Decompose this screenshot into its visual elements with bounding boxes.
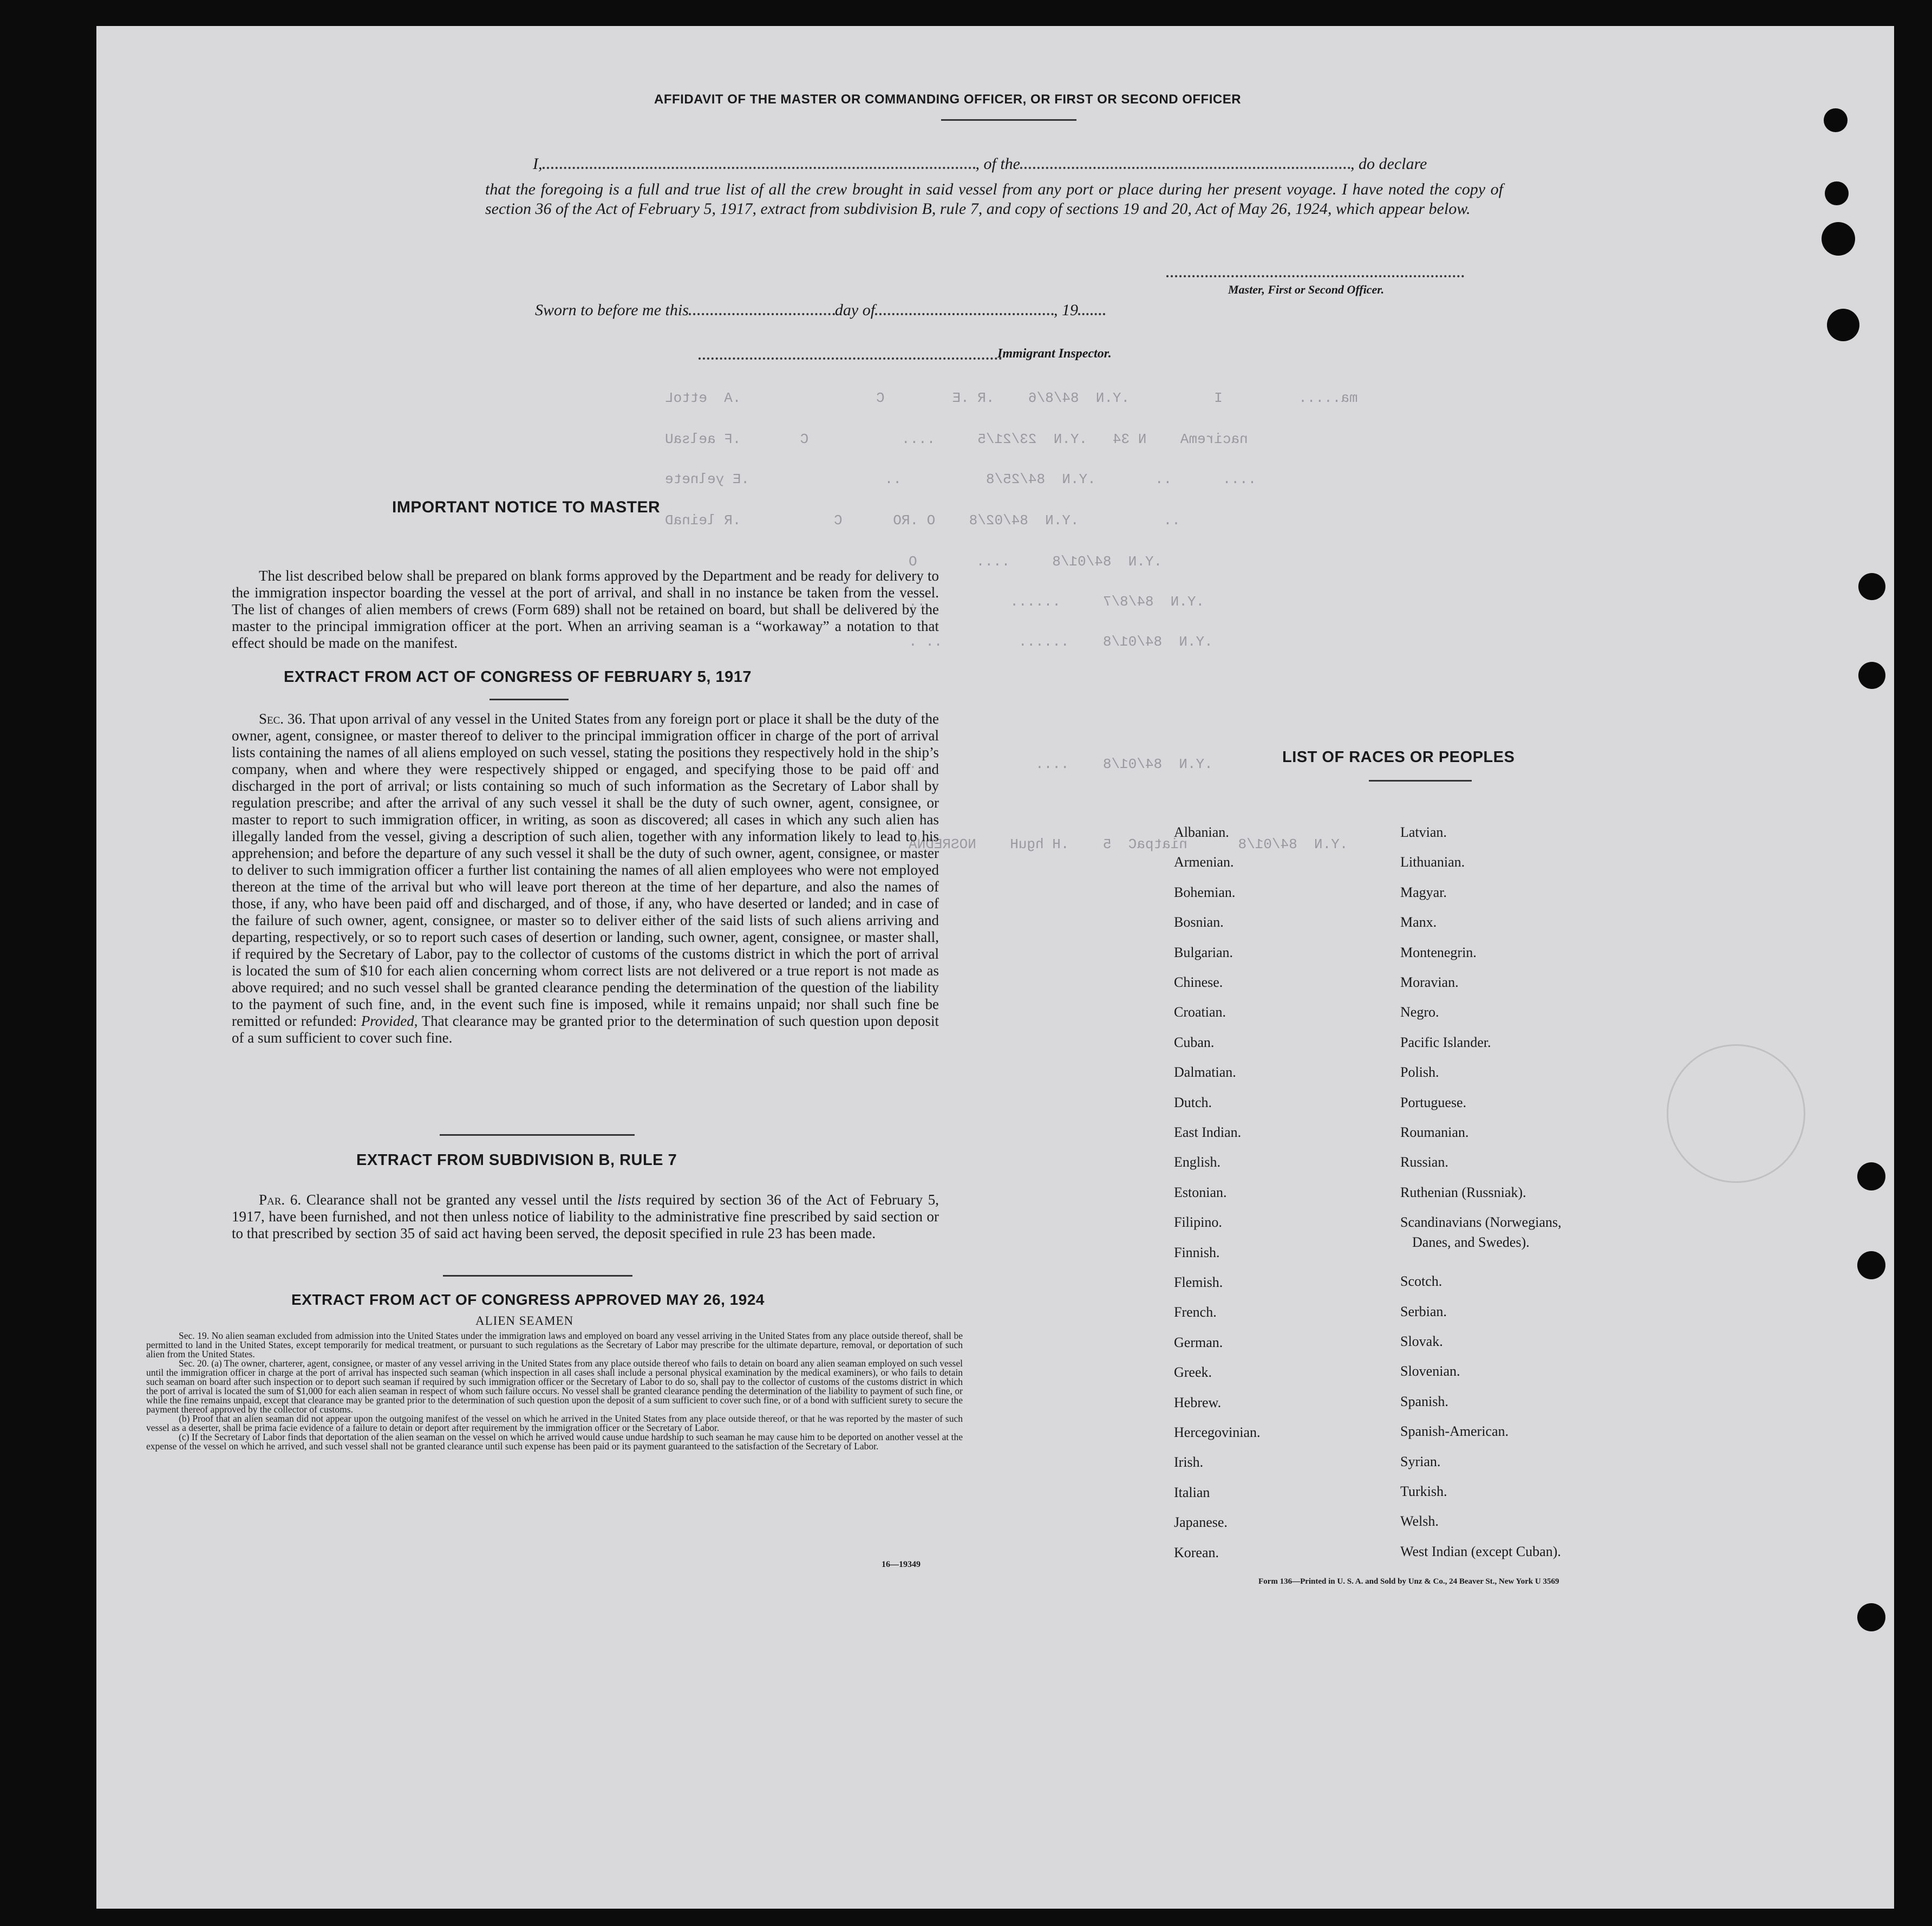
day-of-label: day of	[834, 301, 876, 319]
year-label: , 19	[1054, 301, 1079, 319]
do-declare-label: , do declare	[1350, 155, 1427, 173]
race-item: Dalmatian.	[1174, 1064, 1236, 1081]
binder-hole	[1825, 181, 1849, 205]
extract-rule7-title: EXTRACT FROM SUBDIVISION B, RULE 7	[356, 1151, 677, 1169]
binder-hole	[1822, 222, 1855, 256]
binder-hole	[1857, 1162, 1885, 1190]
divider	[443, 1275, 632, 1277]
master-label: Master, First or Second Officer.	[1228, 283, 1385, 296]
name-blank[interactable]	[543, 167, 976, 169]
race-item: Serbian.	[1400, 1303, 1447, 1319]
race-item: West Indian (except Cuban).	[1400, 1543, 1561, 1559]
bleed-through-text: .Y.N 84/01/8 niatpaC 5 .H hguH NOSREDNA	[909, 836, 1348, 853]
master-signature-line[interactable]	[1166, 275, 1464, 277]
faint-seal	[1667, 1044, 1805, 1183]
race-item: Spanish.	[1400, 1393, 1448, 1409]
form-code: 16—19349	[882, 1560, 921, 1569]
par-6-text: Clearance shall not be granted any vessel until the	[306, 1192, 612, 1208]
inspector-signature-line[interactable]	[699, 357, 1002, 360]
race-item: Polish.	[1400, 1064, 1439, 1081]
sec-36-label: Sec. 36.	[259, 711, 306, 727]
binder-hole	[1858, 662, 1885, 689]
extract-1924-subtitle: ALIEN SEAMEN	[475, 1314, 574, 1328]
i-label: I,	[533, 155, 543, 173]
race-item: Estonian.	[1174, 1184, 1227, 1200]
race-item: Roumanian.	[1400, 1124, 1469, 1140]
race-item: Montenegrin.	[1400, 944, 1477, 960]
divider	[1369, 780, 1472, 782]
bleed-through-text: .... .. .Y.N 84/25/8 .. .E yelnete	[665, 471, 1257, 487]
race-item: Korean.	[1174, 1544, 1219, 1560]
race-item: Croatian.	[1174, 1004, 1226, 1020]
affidavit-declaration-line	[533, 155, 1427, 173]
race-item: Bulgarian.	[1174, 944, 1233, 960]
of-the-label: , of the	[975, 155, 1020, 173]
race-item: Slovenian.	[1400, 1363, 1460, 1380]
sec-19-text: Sec. 19. No alien seaman excluded from admission into the United States under the immigration laws and employed on board any vessel arriving in the United States from any place outside thereof, shall be permitted to land in the United States, except temporarily for medical treatment, or pursuant to such regulations as the Secretary of Labor may prescribe for the ultimate departure, removal, or deportation of such alien from the United States.	[146, 1330, 963, 1359]
race-item: Bohemian.	[1174, 884, 1236, 900]
bleed-through-text: .Y.N 84/01/8 .... . .	[909, 756, 1213, 772]
binder-hole	[1824, 108, 1848, 132]
race-item: Italian	[1174, 1484, 1210, 1500]
race-item: Welsh.	[1400, 1513, 1439, 1530]
race-item: Greek.	[1174, 1364, 1212, 1381]
bleed-through-text: .Y.N 84/8/7 ...... ..	[909, 594, 1205, 610]
binder-hole	[1857, 1251, 1885, 1279]
sec-20a-text: Sec. 20. (a) The owner, charterer, agent, consignee, or master of any vessel arriving in the United States from any place outside thereof who fails to detain on board any alien seaman employed on such vessel until the immigration officer in charge at the port of arrival has inspected such seaman (which inspection in all cases shall include a personal physical examination by the medical examiners), or who fails to detain such seaman on board after such inspection or to deport such seaman if required by such immigration officer or the Secretary of Labor to do so, shall pay to the collector of customs of the customs district in which the port of arrival is located the sum of $1,000 for each alien seaman in respect of whom such failure occurs. No vessel shall be granted clearance pending the determination of the liability to payment of such fine, or while the fine remains unpaid, except that clearance may be granted prior to the determination of such question upon the deposit of a sum sufficient to cover such fine, or of a bond with sufficient surety to secure the payment thereof approved by the collector of customs.	[146, 1358, 963, 1415]
provided-label: Provided,	[361, 1013, 418, 1029]
divider	[941, 119, 1076, 121]
vessel-blank[interactable]	[1020, 167, 1350, 169]
race-item: Pacific Islander.	[1400, 1034, 1491, 1050]
binder-hole	[1827, 309, 1859, 341]
races-title: LIST OF RACES OR PEOPLES	[1282, 749, 1515, 766]
race-item: French.	[1174, 1304, 1217, 1320]
par-6-label: Par. 6.	[259, 1192, 302, 1208]
extract-1924-body	[146, 1331, 963, 1451]
race-item: Turkish.	[1400, 1483, 1447, 1499]
race-item: Scotch.	[1400, 1273, 1443, 1290]
sworn-line	[535, 301, 1105, 320]
race-item: Flemish.	[1174, 1274, 1223, 1290]
race-item: Filipino.	[1174, 1214, 1222, 1231]
form-footer: Form 136—Printed in U. S. A. and Sold by Unz & Co., 24 Beaver St., New York U 3569	[1258, 1577, 1559, 1586]
race-item: Japanese.	[1174, 1514, 1228, 1531]
bleed-through-text: .Y.N 84/01/8 .... O	[909, 554, 1163, 570]
extract-1924-title: EXTRACT FROM ACT OF CONGRESS APPROVED MAY 26, 1924	[291, 1291, 765, 1308]
race-item: Irish.	[1174, 1454, 1204, 1470]
race-item: English.	[1174, 1154, 1220, 1170]
notice-title: IMPORTANT NOTICE TO MASTER	[392, 498, 661, 516]
bleed-through-text: naciremA N 34 .Y.N 23/21/5 .... C .F aelsaU	[665, 431, 1248, 447]
race-item: Spanish-American.	[1400, 1423, 1509, 1440]
race-item: Negro.	[1400, 1004, 1439, 1020]
sec-36-text-end: That clearance may be granted prior to the determination of such question upon deposit of a sum sufficient to cover such fine.	[232, 1013, 939, 1046]
race-item: Chinese.	[1174, 974, 1223, 990]
extract-1917-title: EXTRACT FROM ACT OF CONGRESS OF FEBRUARY 5, 1917	[284, 668, 752, 686]
year-blank[interactable]	[1078, 313, 1105, 315]
inspector-label: Immigrant Inspector.	[997, 347, 1112, 361]
race-item: Albanian.	[1174, 824, 1229, 840]
race-item: Slovak.	[1400, 1333, 1443, 1349]
affidavit-title: AFFIDAVIT OF THE MASTER OR COMMANDING OFFICER, OR FIRST OR SECOND OFFICER	[654, 92, 1242, 107]
document-page	[96, 26, 1894, 1909]
race-item: Syrian.	[1400, 1453, 1441, 1469]
race-item: Magyar.	[1400, 884, 1447, 900]
race-item: Ruthenian (Russniak).	[1400, 1184, 1526, 1200]
race-item: Armenian.	[1174, 854, 1234, 870]
race-item: Moravian.	[1400, 974, 1459, 990]
binder-hole	[1857, 1603, 1885, 1631]
race-item: Manx.	[1400, 914, 1437, 931]
lists-word: lists	[617, 1192, 641, 1208]
race-item: Cuban.	[1174, 1034, 1215, 1050]
race-item: Danes, and Swedes).	[1412, 1234, 1530, 1251]
race-item: Scandinavians (Norwegians,	[1400, 1214, 1562, 1231]
race-item: Russian.	[1400, 1154, 1448, 1170]
race-item: German.	[1174, 1334, 1223, 1350]
bleed-through-text: ma..... I .Y.N 84/8/6 .R .E C .A ettoL	[665, 390, 1358, 406]
binder-hole	[1858, 573, 1885, 600]
sec-20b-text: (b) Proof that an alien seaman did not appear upon the outgoing manifest of the vessel on which he arrived in the United States from any place outside thereof, or that he was reported by the master of such vessel as a deserter, shall be prima facie evidence of a failure to detain or deport after requirement by the immigration officer or the Secretary of Labor.	[146, 1413, 963, 1433]
race-item: Latvian.	[1400, 824, 1447, 840]
sec-36-text: That upon arrival of any vessel in the United States from any foreign port or place it shall be the duty of the owner, agent, consignee, or master thereof to deliver to the principal immigration officer in charge of the port of arrival lists containing the names of all aliens employed on such vessel, stating the positions they respectively hold in the ship’s company, when and where they were respectively shipped or engaged, and specifying those to be paid off and discharged in the port of arrival; or lists containing so much of such information as the Secretary of Labor shall by regulation prescribe; and after the arrival of any such vessel it shall be the duty of such owner, agent, consignee, or master to report to such immigration officer, in writing, as soon as discovered; all cases in which any such alien has illegally landed from the vessel, giving a description of such alien, together with any information likely to lead to his apprehension; and before the departure of any such vessel it shall be the duty of such owner, agent, consignee, or master to deliver to such immigration officer a further list containing the names of all alien employees who were not employed thereon at the time of the arrival but who will leave port thereon at the time of her departure, and also the names of those, if any, who have been paid off and discharged, and of those, if any, who have deserted or landed; and in case of the failure of such owner, agent, consignee, or master so to deliver either of the said lists of such aliens arriving and departing, respectively, or so to report such cases of desertion or landing, such owner, agent, consignee, or master shall, if required by the Secretary of Labor, pay to the collector of customs of the customs district in which the port of arrival is located the sum of $10 for each alien concerning whom correct lists are not delivered or a true report is not made as above required; and no such vessel shall be granted clearance pending the determination of the question of the liability to the payment of such fine, and, in the event such fine is imposed, while it remains unpaid; nor shall such fine be remitted or refunded:	[232, 711, 939, 1029]
notice-body: The list described below shall be prepared on blank forms approved by the Department and be ready for delivery to the immigration inspector boarding the vessel at the port of arrival, and shall in no instance be taken from the vessel. The list of changes of alien members of crews (Form 689) shall not be retained on board, but shall be delivered by the master to the principal immigration officer at the port. When an arriving seaman is a “workaway” a notation to that effect should be made on the manifest.	[232, 568, 939, 651]
race-item: Portuguese.	[1400, 1094, 1467, 1110]
race-item: Bosnian.	[1174, 914, 1224, 931]
par-6-text-end: required by section 36 of the Act of February 5, 1917, have been furnished, and not then unless notice of liability to the administrative fine prescribed by said section or to that prescribed by section 35 of said act having been served, the deposit specified in rule 23 has been made.	[232, 1192, 939, 1241]
month-blank[interactable]	[875, 313, 1054, 315]
race-item: East Indian.	[1174, 1124, 1242, 1140]
divider	[489, 699, 569, 700]
race-item: Dutch.	[1174, 1094, 1212, 1110]
race-item: Finnish.	[1174, 1244, 1220, 1260]
race-item: Hebrew.	[1174, 1394, 1222, 1410]
divider	[440, 1134, 635, 1136]
sec-20c-text: (c) If the Secretary of Labor finds that deportation of the alien seaman on the vessel on which he arrived would cause undue hardship to such seaman he may cause him to be deported on another vessel at the expense of the vessel on which he arrived, and such vessel shall not be granted clearance until such expense has been paid or its payment guaranteed to the satisfaction of the Secretary of Labor.	[146, 1432, 963, 1452]
sworn-label: Sworn to before me this	[535, 301, 689, 319]
race-item: Hercegovinian.	[1174, 1424, 1261, 1440]
extract-rule7-body	[232, 1192, 939, 1242]
bleed-through-text: .. .Y.N 84/02/8 O .RO C .R leinaD	[665, 512, 1239, 529]
affidavit-body: that the foregoing is a full and true list of all the crew brought in said vessel from any port or place during her present voyage. I have noted the copy of section 36 of the Act of February 5, 1917, extract from subdivision B, rule 7, and copy of sections 19 and 20, Act of May 26, 1924, which appear below.	[485, 180, 1503, 218]
race-item: Lithuanian.	[1400, 854, 1465, 870]
extract-1917-body	[232, 711, 939, 1046]
bleed-through-text: .Y.N 84/01/8 ...... .. .	[909, 634, 1213, 650]
day-blank[interactable]	[689, 313, 835, 315]
